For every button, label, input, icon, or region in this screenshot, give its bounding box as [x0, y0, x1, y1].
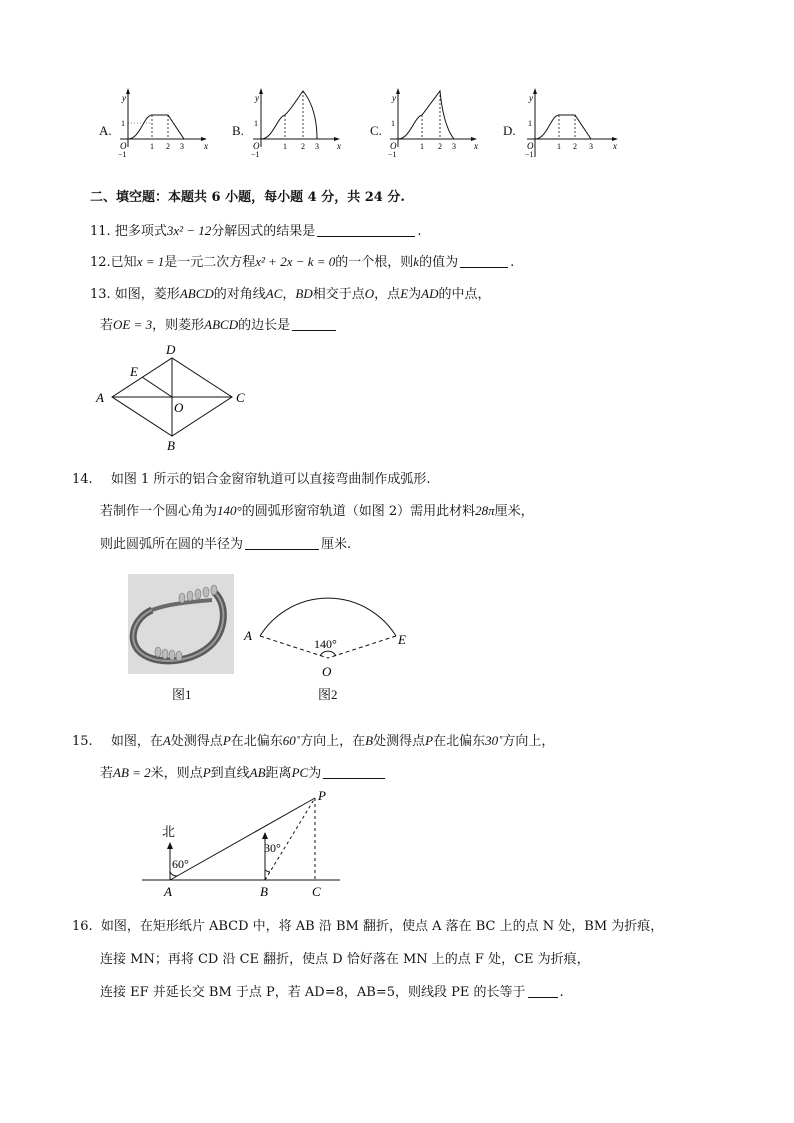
tick-x-3: 3 — [589, 142, 593, 151]
answer-blank — [323, 765, 385, 779]
tick-y-1: 1 — [121, 119, 125, 128]
tick-y-1: 1 — [391, 119, 395, 128]
angle-30-label: 30° — [264, 841, 281, 855]
question-number: 12 — [90, 255, 107, 270]
y-axis-label: y — [392, 93, 396, 103]
figure-2-caption: 图2 — [318, 687, 338, 702]
origin-label: O — [527, 141, 534, 151]
answer-blank — [528, 984, 558, 998]
polynomial: 3x² − 12 — [166, 223, 212, 238]
section-title: 二、填空题：本题共 6 小题，每小题 4 分，共 24 分. — [90, 190, 405, 205]
question-16-line-3: 连接 EF 并延长交 BM 于点 P，若 AD=8，AB=5，则线段 PE 的长等于 . — [100, 985, 564, 1000]
vertex-b-label: B — [167, 438, 175, 453]
question-number: 15. — [72, 734, 93, 749]
tick-y-1: 1 — [528, 119, 532, 128]
angle-60-label: 60° — [172, 857, 189, 871]
question-14-line-3: 则此圆弧所在圆的半径为 厘米. — [100, 537, 352, 552]
question-12: 12.已知x = 1是一元二次方程x² + 2x − k = 0的一个根，则k的值为 . — [90, 254, 515, 270]
option-c-graph — [388, 85, 480, 163]
x-axis-label: x — [204, 141, 208, 151]
tick-x-3: 3 — [180, 142, 184, 151]
question-number: 13 — [90, 287, 107, 302]
option-graphs-row — [0, 85, 794, 175]
point-p-label: P — [318, 788, 326, 803]
question-11: 11. 把多项式3x² − 12分解因式的结果是 . — [90, 223, 422, 239]
tick-x-2: 2 — [438, 142, 442, 151]
point-o-label: O — [174, 400, 184, 415]
tick-y-neg1: −1 — [525, 150, 534, 159]
question-number: 16. — [72, 919, 93, 934]
origin-label: O — [390, 141, 397, 151]
question-16-line-1: 16. 如图，在矩形纸片 ABCD 中，将 AB 沿 BM 翻折，使点 A 落在 BC 上的点 N 处，BM 为折痕， — [72, 919, 664, 934]
x-axis-label: x — [613, 141, 617, 151]
tick-y-neg1: −1 — [251, 150, 260, 159]
tick-x-2: 2 — [166, 142, 170, 151]
arc-figure — [240, 576, 420, 678]
tick-x-3: 3 — [315, 142, 319, 151]
x-axis-label: x — [337, 141, 341, 151]
origin-label: O — [253, 141, 260, 151]
question-number: 11. — [90, 224, 111, 239]
tick-x-3: 3 — [452, 142, 456, 151]
question-number: 14. — [72, 472, 93, 487]
question-15-line-1: 15. 如图，在A处测得点P在北偏东60˚方向上，在B处测得点P在北偏东30˚方向上， — [72, 733, 555, 749]
vertex-a-label: A — [96, 390, 104, 405]
curtain-rail-photo — [128, 574, 234, 674]
tick-x-1: 1 — [283, 142, 287, 151]
central-angle-label: 140° — [314, 637, 337, 651]
option-a-graph — [118, 85, 210, 163]
equation: x² + 2x − k = 0 — [255, 254, 336, 269]
option-b-graph — [251, 85, 343, 163]
y-axis-label: y — [122, 93, 126, 103]
point-a-label: A — [164, 884, 172, 899]
answer-blank — [245, 536, 319, 550]
question-13-line-1: 13. 如图，菱形ABCD的对角线AC，BD相交于点O，点E为AD的中点， — [90, 286, 491, 302]
rhombus-figure — [90, 340, 260, 455]
option-d-graph — [521, 85, 621, 163]
tick-x-2: 2 — [573, 142, 577, 151]
tick-y-1: 1 — [254, 119, 258, 128]
point-e-label: E — [398, 632, 406, 647]
tick-y-neg1: −1 — [388, 150, 397, 159]
question-15-line-2: 若AB = 2米，则点P到直线AB距离PC为 — [100, 762, 387, 781]
tick-x-1: 1 — [150, 142, 154, 151]
y-axis-label: y — [529, 93, 533, 103]
question-14-line-2: 若制作一个圆心角为140°的圆弧形窗帘轨道（如图 2）需用此材料28π厘米， — [100, 503, 534, 519]
tick-x-1: 1 — [557, 142, 561, 151]
north-label: 北 — [162, 825, 176, 840]
option-b-label: B. — [232, 123, 244, 138]
point-b-label: B — [260, 884, 268, 899]
question-14-line-1: 14. 如图 1 所示的铝合金窗帘轨道可以直接弯曲制作成弧形. — [72, 472, 431, 487]
center-o-label: O — [322, 664, 332, 678]
point-a-label: A — [244, 628, 252, 643]
y-axis-label: y — [255, 93, 259, 103]
answer-blank — [460, 254, 508, 268]
tick-x-2: 2 — [301, 142, 305, 151]
figure-1-caption: 图1 — [172, 687, 192, 702]
origin-label: O — [120, 141, 127, 151]
vertex-c-label: C — [236, 390, 245, 405]
point-e-label: E — [130, 364, 138, 379]
vertex-d-label: D — [166, 342, 176, 357]
tick-x-1: 1 — [420, 142, 424, 151]
option-c-label: C. — [370, 123, 382, 138]
question-16-line-2: 连接 MN；再将 CD 沿 CE 翻折，使点 D 恰好落在 MN 上的点 F 处，CE 为折痕， — [100, 952, 590, 967]
bearing-figure — [140, 786, 350, 902]
option-a-label: A. — [99, 123, 112, 138]
option-d-label: D. — [503, 123, 516, 138]
x-axis-label: x — [474, 141, 478, 151]
point-c-label: C — [312, 884, 321, 899]
tick-y-neg1: −1 — [118, 150, 127, 159]
answer-blank — [292, 317, 336, 331]
answer-blank — [317, 223, 415, 237]
question-13-line-2: 若OE = 3，则菱形ABCD的边长是 — [100, 314, 338, 333]
